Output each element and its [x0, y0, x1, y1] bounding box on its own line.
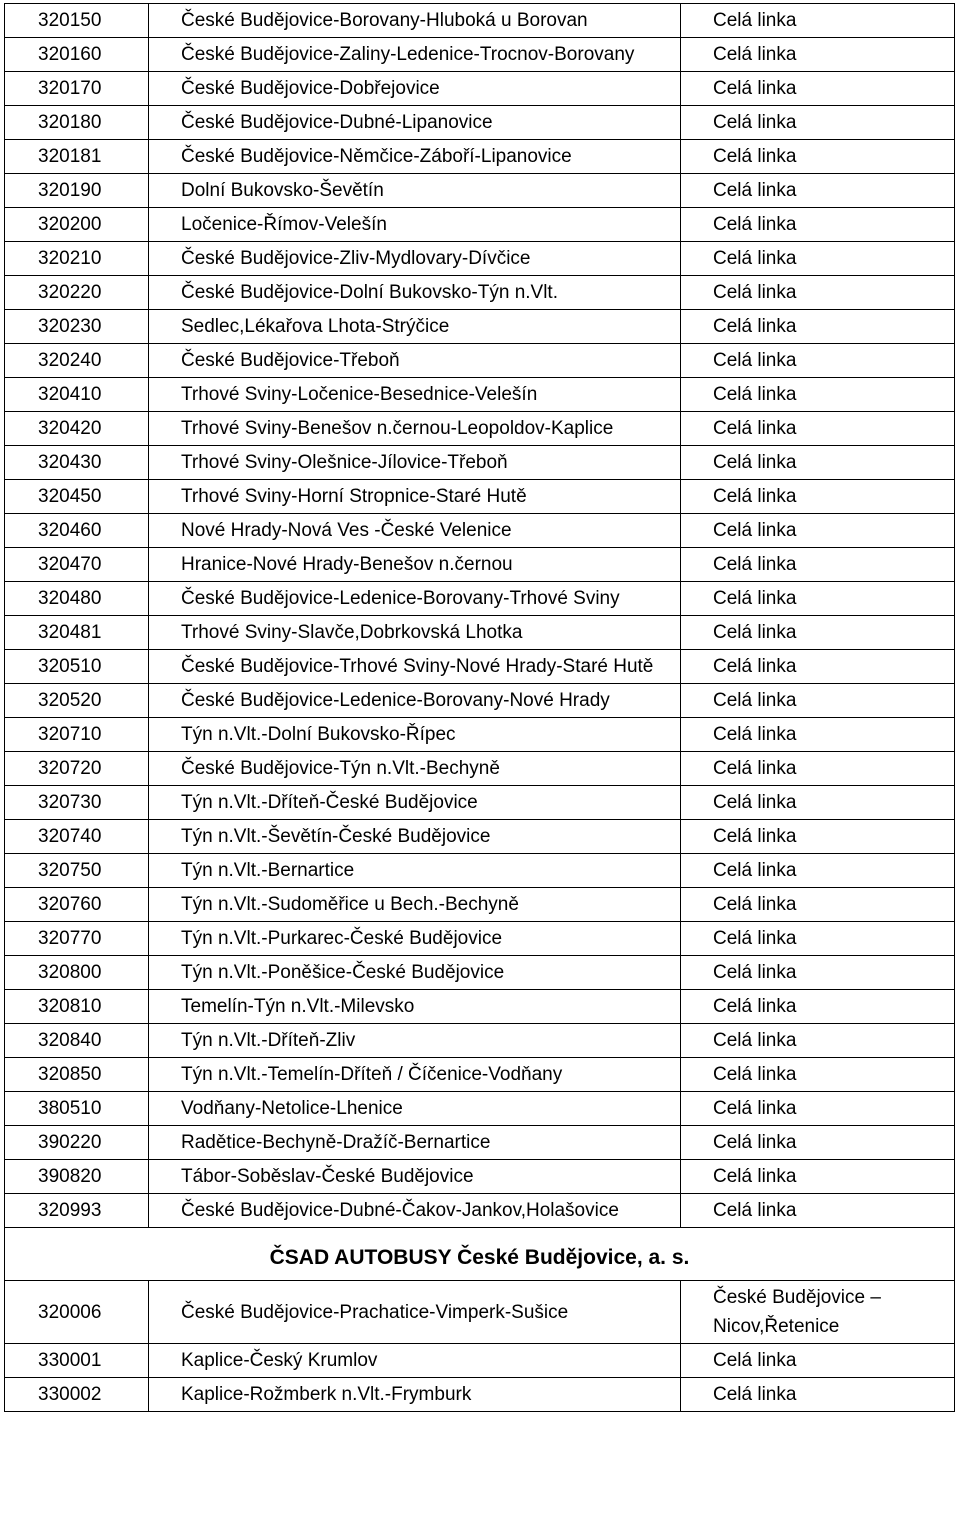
line-code-cell: 320470: [5, 548, 149, 582]
route-name-cell: Trhové Sviny-Olešnice-Jílovice-Třeboň: [149, 446, 681, 480]
table-row: [5, 752, 955, 786]
line-code-cell: 320460: [5, 514, 149, 548]
table-row: [5, 956, 955, 990]
validity-cell: Celá linka: [681, 684, 955, 718]
table-row: [5, 718, 955, 752]
line-code-cell: 320230: [5, 310, 149, 344]
table-row: [5, 514, 955, 548]
section-header-row: [5, 1228, 955, 1281]
table-row: [5, 378, 955, 412]
route-name-cell: České Budějovice-Němčice-Záboří-Lipanovice: [149, 140, 681, 174]
validity-cell: Celá linka: [681, 1024, 955, 1058]
route-name-cell: Trhové Sviny-Benešov n.černou-Leopoldov-Kaplice: [149, 412, 681, 446]
validity-cell: Celá linka: [681, 582, 955, 616]
validity-cell: Celá linka: [681, 1160, 955, 1194]
line-code-cell: 320170: [5, 72, 149, 106]
line-code-cell: 320200: [5, 208, 149, 242]
route-name-cell: Ločenice-Římov-Velešín: [149, 208, 681, 242]
line-code-cell: 320730: [5, 786, 149, 820]
table-row: [5, 208, 955, 242]
route-name-cell: Trhové Sviny-Horní Stropnice-Staré Hutě: [149, 480, 681, 514]
table-row: [5, 684, 955, 718]
validity-cell: Celá linka: [681, 820, 955, 854]
validity-cell: Celá linka: [681, 242, 955, 276]
line-code-cell: 320993: [5, 1194, 149, 1228]
route-name-cell: Trhové Sviny-Ločenice-Besednice-Velešín: [149, 378, 681, 412]
line-code-cell: 320410: [5, 378, 149, 412]
line-code-cell: 320160: [5, 38, 149, 72]
route-name-cell: Kaplice-Rožmberk n.Vlt.-Frymburk: [149, 1378, 681, 1412]
route-name-cell: Trhové Sviny-Slavče,Dobrkovská Lhotka: [149, 616, 681, 650]
table-row: [5, 480, 955, 514]
validity-cell: Celá linka: [681, 378, 955, 412]
validity-cell: Celá linka: [681, 718, 955, 752]
line-code-cell: 320480: [5, 582, 149, 616]
validity-cell: Celá linka: [681, 106, 955, 140]
table-row: [5, 1126, 955, 1160]
route-name-cell: České Budějovice-Ledenice-Borovany-Nové Hrady: [149, 684, 681, 718]
line-code-cell: 320450: [5, 480, 149, 514]
route-name-cell: Dolní Bukovsko-Ševětín: [149, 174, 681, 208]
line-code-cell: 320210: [5, 242, 149, 276]
line-code-cell: 320006: [5, 1281, 149, 1344]
line-code-cell: 330002: [5, 1378, 149, 1412]
table-row: [5, 310, 955, 344]
line-code-cell: 320220: [5, 276, 149, 310]
table-row: [5, 1344, 955, 1378]
line-code-cell: 320750: [5, 854, 149, 888]
route-name-cell: České Budějovice-Zliv-Mydlovary-Dívčice: [149, 242, 681, 276]
table-row: [5, 1160, 955, 1194]
route-name-cell: Týn n.Vlt.-Dolní Bukovsko-Řípec: [149, 718, 681, 752]
line-code-cell: 320710: [5, 718, 149, 752]
route-name-cell: Nové Hrady-Nová Ves -České Velenice: [149, 514, 681, 548]
validity-cell: Celá linka: [681, 786, 955, 820]
line-code-cell: 320520: [5, 684, 149, 718]
table-row: [5, 106, 955, 140]
route-name-cell: Tábor-Soběslav-České Budějovice: [149, 1160, 681, 1194]
table-row: [5, 1281, 955, 1344]
line-code-cell: 320800: [5, 956, 149, 990]
line-code-cell: 320740: [5, 820, 149, 854]
route-name-cell: České Budějovice-Dobřejovice: [149, 72, 681, 106]
table-row: [5, 990, 955, 1024]
validity-cell: Celá linka: [681, 1194, 955, 1228]
line-code-cell: 320770: [5, 922, 149, 956]
validity-cell: Celá linka: [681, 344, 955, 378]
table-row: [5, 854, 955, 888]
line-code-cell: 330001: [5, 1344, 149, 1378]
validity-cell: Celá linka: [681, 990, 955, 1024]
route-name-cell: Temelín-Týn n.Vlt.-Milevsko: [149, 990, 681, 1024]
line-code-cell: 320420: [5, 412, 149, 446]
validity-cell: Celá linka: [681, 4, 955, 38]
route-name-cell: České Budějovice-Borovany-Hluboká u Borovan: [149, 4, 681, 38]
route-name-cell: Sedlec,Lékařova Lhota-Strýčice: [149, 310, 681, 344]
table-row: [5, 922, 955, 956]
validity-cell: Celá linka: [681, 1058, 955, 1092]
line-code-cell: 320720: [5, 752, 149, 786]
validity-cell: Celá linka: [681, 514, 955, 548]
line-code-cell: 320180: [5, 106, 149, 140]
table-row: [5, 72, 955, 106]
route-name-cell: České Budějovice-Dubné-Lipanovice: [149, 106, 681, 140]
validity-cell: Celá linka: [681, 1344, 955, 1378]
table-row: [5, 548, 955, 582]
line-code-cell: 320810: [5, 990, 149, 1024]
line-code-cell: 320510: [5, 650, 149, 684]
route-name-cell: České Budějovice-Prachatice-Vimperk-Sušice: [149, 1281, 681, 1344]
line-code-cell: 320760: [5, 888, 149, 922]
table-row: [5, 820, 955, 854]
validity-cell: Celá linka: [681, 276, 955, 310]
table-row: [5, 174, 955, 208]
route-name-cell: Týn n.Vlt.-Ševětín-České Budějovice: [149, 820, 681, 854]
route-name-cell: Týn n.Vlt.-Poněšice-České Budějovice: [149, 956, 681, 990]
table-row: [5, 1024, 955, 1058]
line-code-cell: 320481: [5, 616, 149, 650]
route-name-cell: Radětice-Bechyně-Dražíč-Bernartice: [149, 1126, 681, 1160]
route-name-cell: České Budějovice-Dolní Bukovsko-Týn n.Vlt.: [149, 276, 681, 310]
validity-cell: Celá linka: [681, 956, 955, 990]
table-row: [5, 1194, 955, 1228]
table-row: [5, 1092, 955, 1126]
line-code-cell: 320840: [5, 1024, 149, 1058]
validity-cell: Celá linka: [681, 446, 955, 480]
route-name-cell: Týn n.Vlt.-Dříteň-České Budějovice: [149, 786, 681, 820]
table-row: [5, 276, 955, 310]
route-name-cell: Kaplice-Český Krumlov: [149, 1344, 681, 1378]
route-name-cell: České Budějovice-Dubné-Čakov-Jankov,Holašovice: [149, 1194, 681, 1228]
route-name-cell: Týn n.Vlt.-Dříteň-Zliv: [149, 1024, 681, 1058]
validity-cell: Celá linka: [681, 310, 955, 344]
table-row: [5, 446, 955, 480]
validity-cell: Celá linka: [681, 548, 955, 582]
route-name-cell: České Budějovice-Zaliny-Ledenice-Trocnov-Borovany: [149, 38, 681, 72]
section-title: ČSAD AUTOBUSY České Budějovice, a. s.: [5, 1228, 955, 1281]
line-code-cell: 320150: [5, 4, 149, 38]
validity-cell: Celá linka: [681, 1126, 955, 1160]
route-name-cell: Týn n.Vlt.-Bernartice: [149, 854, 681, 888]
validity-cell: Celá linka: [681, 1092, 955, 1126]
line-code-cell: 390820: [5, 1160, 149, 1194]
route-table-body: [5, 4, 955, 1412]
validity-cell: České Budějovice – Nicov,Řetenice: [681, 1281, 955, 1344]
table-row: [5, 650, 955, 684]
table-row: [5, 616, 955, 650]
table-row: [5, 1058, 955, 1092]
table-row: [5, 242, 955, 276]
route-name-cell: České Budějovice-Třeboň: [149, 344, 681, 378]
route-name-cell: České Budějovice-Trhové Sviny-Nové Hrady-Staré Hutě: [149, 650, 681, 684]
route-name-cell: Týn n.Vlt.-Temelín-Dříteň / Číčenice-Vodňany: [149, 1058, 681, 1092]
route-name-cell: České Budějovice-Ledenice-Borovany-Trhové Sviny: [149, 582, 681, 616]
validity-cell: Celá linka: [681, 752, 955, 786]
route-table: [4, 3, 955, 1412]
table-row: [5, 582, 955, 616]
validity-cell: Celá linka: [681, 922, 955, 956]
table-row: [5, 786, 955, 820]
line-code-cell: 380510: [5, 1092, 149, 1126]
line-code-cell: 320190: [5, 174, 149, 208]
route-name-cell: Hranice-Nové Hrady-Benešov n.černou: [149, 548, 681, 582]
validity-cell: Celá linka: [681, 854, 955, 888]
table-row: [5, 344, 955, 378]
validity-cell: Celá linka: [681, 480, 955, 514]
route-name-cell: Týn n.Vlt.-Purkarec-České Budějovice: [149, 922, 681, 956]
table-row: [5, 4, 955, 38]
validity-cell: Celá linka: [681, 1378, 955, 1412]
validity-cell: Celá linka: [681, 38, 955, 72]
route-name-cell: Týn n.Vlt.-Sudoměřice u Bech.-Bechyně: [149, 888, 681, 922]
line-code-cell: 320240: [5, 344, 149, 378]
validity-cell: Celá linka: [681, 140, 955, 174]
table-row: [5, 38, 955, 72]
table-row: [5, 1378, 955, 1412]
table-row: [5, 888, 955, 922]
route-name-cell: České Budějovice-Týn n.Vlt.-Bechyně: [149, 752, 681, 786]
line-code-cell: 320430: [5, 446, 149, 480]
line-code-cell: 390220: [5, 1126, 149, 1160]
validity-cell: Celá linka: [681, 616, 955, 650]
table-row: [5, 140, 955, 174]
validity-cell: Celá linka: [681, 412, 955, 446]
validity-cell: Celá linka: [681, 208, 955, 242]
validity-cell: Celá linka: [681, 174, 955, 208]
table-row: [5, 412, 955, 446]
line-code-cell: 320181: [5, 140, 149, 174]
route-table-container: [4, 3, 954, 1412]
validity-cell: Celá linka: [681, 650, 955, 684]
validity-cell: Celá linka: [681, 888, 955, 922]
line-code-cell: 320850: [5, 1058, 149, 1092]
route-name-cell: Vodňany-Netolice-Lhenice: [149, 1092, 681, 1126]
validity-cell: Celá linka: [681, 72, 955, 106]
